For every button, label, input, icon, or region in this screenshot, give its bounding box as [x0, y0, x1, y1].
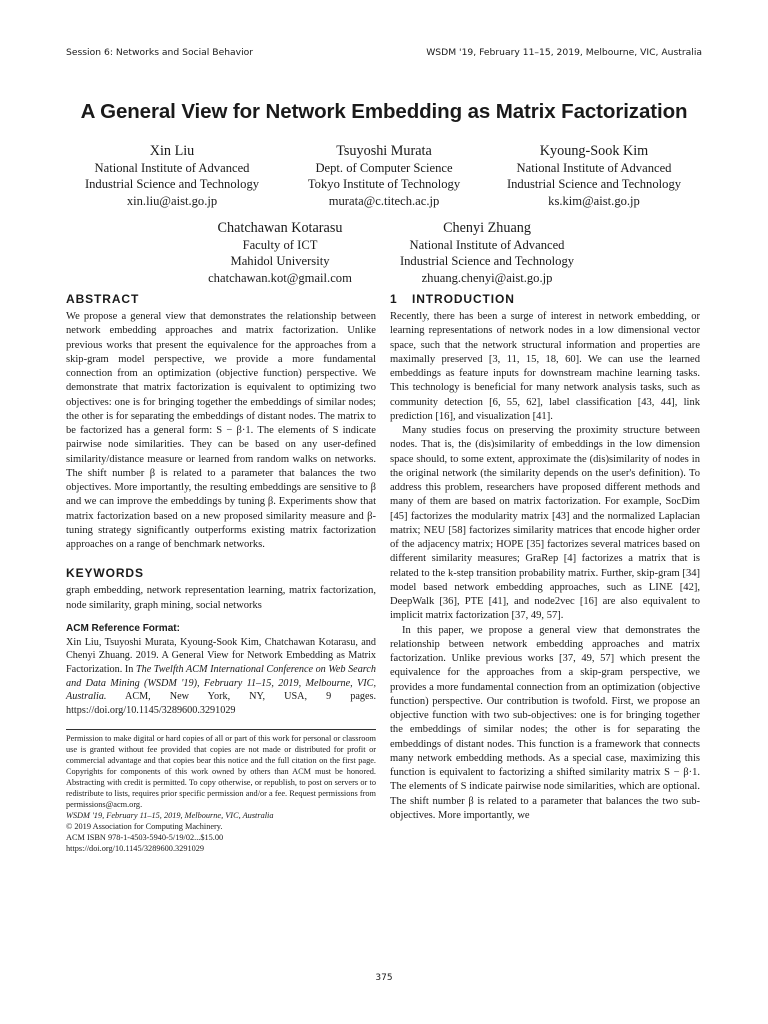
author-affiliation: Industrial Science and Technology [399, 254, 575, 269]
acm-reference-heading: ACM Reference Format: [66, 622, 180, 634]
author-block [384, 219, 590, 286]
author-email: chatchawan.kot@gmail.com [208, 270, 352, 285]
permission-copyright: © 2019 Association for Computing Machinery. [66, 822, 223, 832]
permission-isbn: ACM ISBN 978-1-4503-5940-5/19/02...$15.00 [66, 833, 224, 843]
right-column [390, 290, 700, 823]
paper-title: A General View for Network Embedding as Matrix Factorization [80, 100, 688, 123]
permission-doi: https://doi.org/10.1145/3289600.3291029 [66, 844, 205, 854]
introduction-heading [390, 290, 700, 308]
permission-conference: WSDM '19, February 11–15, 2019, Melbourne, VIC, Australia [66, 811, 274, 821]
abstract-heading: ABSTRACT [66, 292, 140, 306]
author-affiliation: National Institute of Advanced [516, 161, 672, 175]
author-email: zhuang.chenyi@aist.go.jp [421, 270, 553, 285]
acm-reference-authors: Xin Liu, Tsuyoshi Murata, Kyoung-Sook Kim, Chatchawan Kotarasu, and Chenyi Zhuang. 2019. A General View for Network Embedding as Matrix Factorization. In [66, 636, 376, 675]
author-name: Xin Liu [149, 143, 195, 159]
section-title: INTRODUCTION [412, 292, 515, 306]
page-number: 375 [375, 973, 393, 983]
footnote-rule [66, 729, 376, 730]
author-block [66, 142, 278, 209]
author-email: xin.liu@aist.go.jp [126, 193, 218, 208]
author-affiliation: National Institute of Advanced [94, 161, 250, 175]
author-email: murata@c.titech.ac.jp [328, 193, 440, 208]
author-affiliation: Dept. of Computer Science [315, 161, 453, 175]
section-number: 1 [390, 292, 398, 306]
author-block [488, 142, 700, 209]
permission-notice: Permission to make digital or hard copies of all or part of this work for personal or classroom use is granted without fee provided that copies are not made or distributed for profit or commercial advantage and that copies bear this notice and the full citation on the first page. Copyrights for components of this work owned by others than ACM must be honored. Abstracting with credit is permitted. To copy otherwise, or republish, to post on servers or to redistribute to lists, requires prior specific permission and/or a fee. Request permissions from permissions@acm.org. [66, 734, 376, 810]
author-affiliation: Faculty of ICT [242, 238, 318, 252]
running-head-left: Session 6: Networks and Social Behavior [66, 47, 254, 58]
acm-reference-publisher: ACM, New York, NY, USA, 9 pages. https://doi.org/10.1145/3289600.3291029 [66, 691, 376, 716]
author-affiliation: Industrial Science and Technology [506, 177, 682, 192]
author-name: Chenyi Zhuang [443, 220, 531, 236]
acm-reference-text [66, 636, 376, 718]
left-column [66, 290, 376, 854]
author-name: Tsuyoshi Murata [336, 143, 432, 159]
author-name: Kyoung-Sook Kim [539, 143, 649, 159]
running-head-right: WSDM '19, February 11–15, 2019, Melbourne, VIC, Australia [426, 47, 702, 58]
author-affiliation: Industrial Science and Technology [84, 177, 260, 192]
author-affiliation: Tokyo Institute of Technology [307, 177, 461, 192]
introduction-paragraph-1: Recently, there has been a surge of interest in network embedding, or learning representations of network nodes in a low dimensional vector space, such that the network structural information and properties are maximally preserved [3, 11, 15, 18, 60]. We can use the learned embeddings as feature inputs for downstream machine learning tasks. This technology is beneficial for many network analysis tasks, such as community detection [6, 55, 62], label classification [43, 44], link prediction [16], and visualization [41]. [390, 311, 700, 422]
author-email: ks.kim@aist.go.jp [548, 193, 640, 208]
author-name: Chatchawan Kotarasu [217, 220, 343, 236]
acm-reference-venue: The Twelfth ACM International Conference on Web Search and Data Mining (WSDM '19), February 11–15, 2019, Melbourne, VIC, Australia. [66, 663, 376, 703]
introduction-paragraph-3: In this paper, we propose a general view that demonstrates the relationship between network embedding approaches and matrix factorization. Unlike previous works [37, 49, 57] which present the equivalence for the approaches from a skip-gram perspective, we provides a more fundamental connection from an optimization (objective function) perspective. Our contribution is twofold. First, we propose an objective function with two sub-objectives: one is for bringing together the embeddings of similar nodes; the other is for separating the embeddings of distant nodes. This function is a framework that connects many network embedding methods. As a special case, maximizing this function is equivalent to factorizing a shifted similarity matrix S − β·1. The elements of S indicate pairwise node similarities, which are optional. The shift number β is related to a parameter that balances the two sub-objectives. More importantly, we [390, 624, 700, 821]
introduction-paragraph-2: Many studies focus on preserving the proximity structure between nodes. That is, the (dis)similarity of embeddings in the low dimension space should, to some extent, approximate the (dis)similarity of nodes in the original network (the similarity depends on the user's definition). To address this problem, researchers have proposed different methods and many of them are based on matrix factorization. For example, SocDim [45] factorizes the modularity matrix [43] and the normalized Laplacian matrix; NEU [58] factorizes similarity matrices that encode higher order of the adjacency matrix; HOPE [35] factorizes several matrices based on different similarity measures; GraRep [4] factorizes a matrix that is related to the k-step transition probability matrix. Further, skip-gram [34] model based network embedding approaches, such as LINE [42], DeepWalk [36], PTE [41], and node2vec [16] are also equivalent to implicit matrix factorization [37, 49, 57]. [390, 425, 700, 622]
author-affiliation: Mahidol University [230, 254, 330, 269]
author-block [282, 142, 486, 209]
author-affiliation: National Institute of Advanced [409, 238, 565, 252]
author-block [178, 219, 382, 286]
keywords-text: graph embedding, network representation learning, matrix factorization, node similarity, graph mining, social networks [66, 585, 376, 611]
keywords-heading: KEYWORDS [66, 566, 144, 581]
running-head [66, 47, 702, 61]
abstract-text: We propose a general view that demonstrates the relationship between network embedding approaches and matrix factorization. Unlike previous works that present the equivalence for the approaches from a skip-gram model perspective, we provide a more fundamental connection from an optimization (objective function) perspective. We demonstrate that matrix factorization is equivalent to optimizing two objectives: one is for bringing together the embeddings of similar nodes; the other is for separating the embeddings of distant nodes. The matrix to be factorized has a general form: S − β·1. The elements of S indicate pairwise node similarities. They can be based on any user-defined similarity/distance measure or learned from random walks on networks. The shift number β is related to a parameter that balances the two objectives. More importantly, the resulting embeddings are sensitive to β and we can improve the embeddings by tuning β. Experiments show that matrix factorization based on a new proposed similarity measure and β-tuning strategy significantly outperforms existing matrix factorization approaches on a range of benchmark networks. [66, 311, 376, 550]
